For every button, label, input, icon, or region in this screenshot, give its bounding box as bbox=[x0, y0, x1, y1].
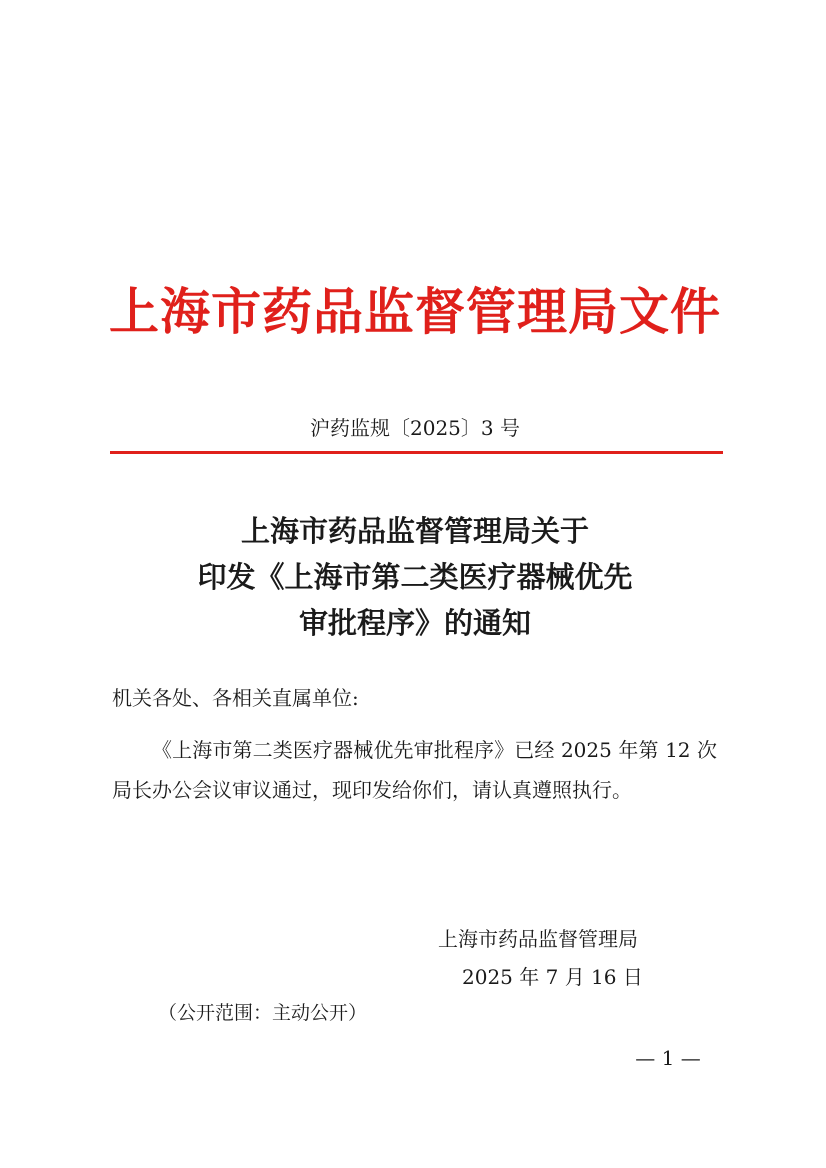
notice-title-line: 印发《上海市第二类医疗器械优先 bbox=[197, 560, 633, 594]
signature-date: 2025 年 7 月 16 日 bbox=[462, 965, 643, 989]
disclosure-scope: （公开范围：主动公开） bbox=[158, 1002, 368, 1024]
salutation: 机关各处、各相关直属单位: bbox=[112, 686, 359, 710]
page-number: — 1 — bbox=[635, 1046, 701, 1070]
red-separator-line bbox=[110, 451, 723, 454]
masthead-title: 上海市药品监督管理局文件 bbox=[109, 282, 721, 341]
notice-title-line: 上海市药品监督管理局关于 bbox=[240, 514, 589, 548]
document-number: 沪药监规〔2025〕3 号 bbox=[310, 416, 520, 440]
notice-title-line: 审批程序》的通知 bbox=[298, 606, 531, 640]
body-paragraph: 《上海市第二类医疗器械优先审批程序》已经 2025 年第 12 次局长办公会议审议通过，现印发给你们，请认真遵照执行。 bbox=[112, 738, 717, 802]
signature-organization: 上海市药品监督管理局 bbox=[438, 927, 638, 951]
notice-title bbox=[108, 508, 722, 646]
